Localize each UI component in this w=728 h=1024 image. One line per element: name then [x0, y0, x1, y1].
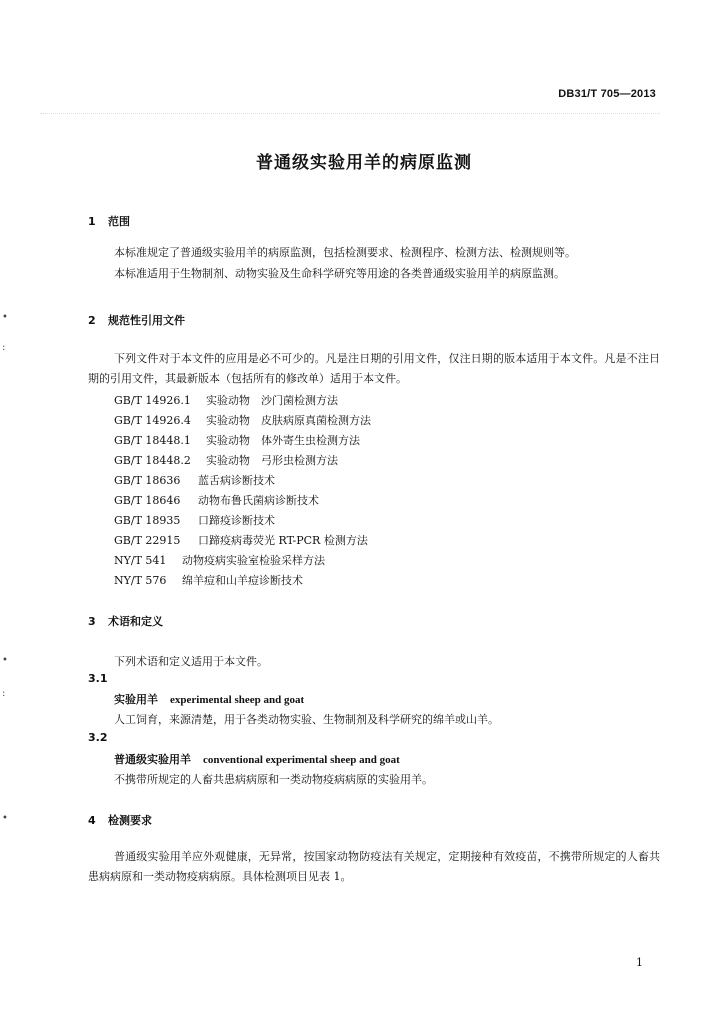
section-2-heading [88, 312, 185, 328]
section-title: 范围 [108, 215, 130, 228]
reference-name: 蓝舌病诊断技术 [198, 474, 275, 487]
section-title: 术语和定义 [108, 615, 163, 628]
standard-code: DB31/T 705—2013 [558, 88, 656, 100]
term-number: 3.1 [88, 672, 108, 685]
section-number: 1 [88, 215, 96, 228]
term-en: experimental sheep and goat [170, 694, 305, 706]
scan-mark: : [2, 688, 6, 699]
reference-item [114, 392, 338, 408]
section-4-heading [88, 812, 152, 828]
reference-item [114, 432, 360, 448]
reference-name: 绵羊痘和山羊痘诊断技术 [182, 574, 303, 587]
scan-mark: • [2, 655, 8, 666]
term-definition: 人工饲育，来源清楚，用于各类动物实验、生物制剂及科学研究的绵羊或山羊。 [114, 713, 499, 726]
section-number: 2 [88, 314, 96, 327]
reference-item [114, 572, 303, 588]
term-definition: 不携带所规定的人畜共患病病原和一类动物疫病病原的实验用羊。 [114, 773, 433, 786]
reference-code: GB/T 22915 [114, 534, 181, 547]
section-1-para-1: 本标准规定了普通级实验用羊的病原监测，包括检测要求、检测程序、检测方法、检测规则等。 [114, 246, 576, 259]
section-number: 4 [88, 814, 96, 827]
reference-name: 口蹄疫诊断技术 [198, 514, 275, 527]
reference-item [114, 552, 325, 568]
section-4-para: 普通级实验用羊应外观健康，无异常，按国家动物防疫法有关规定，定期接种有效疫苗，不携带所规定的人畜共患病病原和一类动物疫病病原。具体检测项目见表 1。 [88, 850, 660, 883]
reference-name: 实验动物 弓形虫检测方法 [206, 454, 338, 467]
reference-item [114, 472, 275, 488]
reference-name: 实验动物 皮肤病原真菌检测方法 [206, 414, 371, 427]
header-divider [40, 113, 660, 115]
term-en: conventional experimental sheep and goat [203, 754, 400, 766]
reference-code: GB/T 14926.1 [114, 394, 191, 407]
reference-name: 实验动物 沙门菌检测方法 [206, 394, 338, 407]
page-number: 1 [636, 956, 643, 969]
section-title: 规范性引用文件 [108, 314, 185, 327]
reference-item [114, 512, 275, 528]
term-heading [114, 691, 304, 707]
reference-code: GB/T 14926.4 [114, 414, 191, 427]
term-zh: 实验用羊 [114, 693, 158, 706]
section-3-intro: 下列术语和定义适用于本文件。 [114, 655, 268, 668]
reference-item [114, 452, 338, 468]
section-1-para-2: 本标准适用于生物制剂、动物实验及生命科学研究等用途的各类普通级实验用羊的病原监测。 [114, 267, 565, 280]
scan-mark: : [2, 342, 6, 353]
reference-code: GB/T 18448.1 [114, 434, 191, 447]
section-number: 3 [88, 615, 96, 628]
reference-name: 动物疫病实验室检验采样方法 [182, 554, 325, 567]
reference-code: GB/T 18636 [114, 474, 181, 487]
reference-item [114, 412, 371, 428]
term-number: 3.2 [88, 731, 108, 744]
reference-code: GB/T 18646 [114, 494, 181, 507]
reference-item [114, 532, 368, 548]
scan-mark: • [2, 813, 8, 824]
reference-code: NY/T 576 [114, 574, 167, 587]
section-3-heading [88, 613, 163, 629]
reference-code: GB/T 18448.2 [114, 454, 191, 467]
scan-mark: • [2, 312, 8, 323]
reference-name: 动物布鲁氏菌病诊断技术 [198, 494, 319, 507]
reference-item [114, 492, 319, 508]
term-heading [114, 751, 400, 767]
reference-code: NY/T 541 [114, 554, 167, 567]
reference-name: 口蹄疫病毒荧光 RT-PCR 检测方法 [198, 534, 368, 547]
term-zh: 普通级实验用羊 [114, 753, 191, 766]
section-1-heading [88, 213, 130, 229]
reference-name: 实验动物 体外寄生虫检测方法 [206, 434, 360, 447]
section-title: 检测要求 [108, 814, 152, 827]
section-2-intro: 下列文件对于本文件的应用是必不可少的。凡是注日期的引用文件，仅注日期的版本适用于本文件。凡是不注日期的引用文件，其最新版本（包括所有的修改单）适用于本文件。 [88, 352, 660, 385]
reference-code: GB/T 18935 [114, 514, 181, 527]
document-title: 普通级实验用羊的病原监测 [256, 153, 472, 173]
